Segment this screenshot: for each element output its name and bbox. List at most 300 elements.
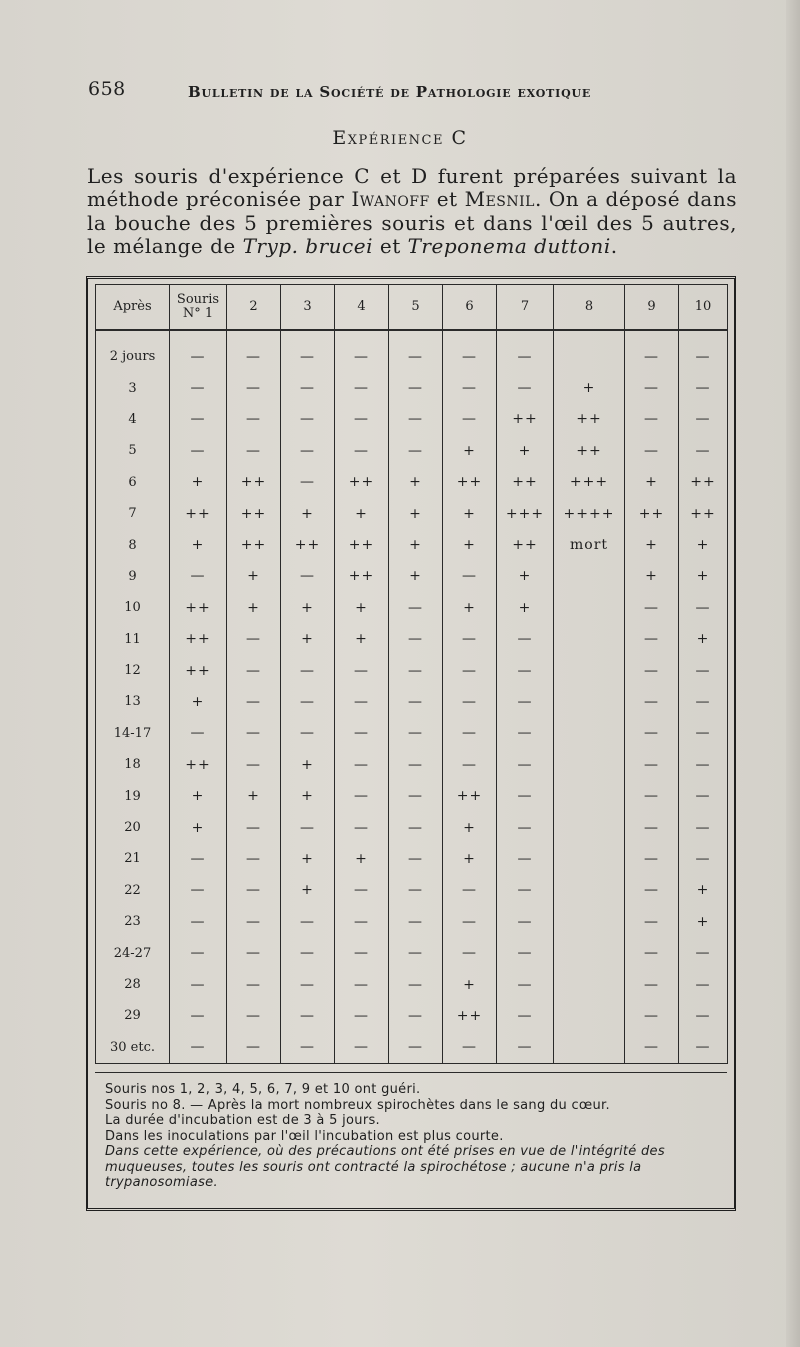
result-cell: —	[389, 372, 443, 403]
result-cell: —	[170, 330, 227, 372]
result-cell: ++	[170, 655, 227, 686]
result-cell: —	[227, 812, 281, 843]
note-line-4: Dans les inoculations par l'œil l'incubation est plus courte.	[105, 1128, 504, 1144]
result-cell: —	[335, 686, 389, 717]
result-cell: —	[170, 718, 227, 749]
result-cell: —	[335, 780, 389, 811]
table-row	[96, 330, 728, 372]
column-header: 8	[554, 285, 625, 331]
result-cell: ++	[497, 404, 554, 435]
day-cell: 2 jours	[109, 349, 156, 365]
result-cell: —	[335, 875, 389, 906]
result-cell: —	[497, 372, 554, 403]
result-cell: —	[335, 435, 389, 466]
result-cell: —	[625, 592, 679, 623]
result-cell: —	[335, 718, 389, 749]
result-cell: —	[443, 718, 497, 749]
result-cell: —	[170, 561, 227, 592]
result-cell: —	[625, 435, 679, 466]
result-cell: —	[679, 1000, 728, 1031]
day-cell: 5	[128, 443, 137, 459]
result-cell: —	[335, 1000, 389, 1031]
result-cell: —	[227, 937, 281, 968]
table-row	[96, 529, 728, 560]
result-cell: —	[443, 561, 497, 592]
table-row	[96, 843, 728, 874]
result-cell: —	[170, 1000, 227, 1031]
result-cell: +	[443, 592, 497, 623]
result-cell: +	[389, 529, 443, 560]
result-cell: —	[281, 969, 335, 1000]
result-cell: —	[281, 435, 335, 466]
result-cell: —	[497, 624, 554, 655]
result-cell: +	[227, 780, 281, 811]
result-cell: —	[335, 906, 389, 937]
result-cell: —	[170, 435, 227, 466]
table-row	[96, 1000, 728, 1031]
result-cell: —	[281, 561, 335, 592]
result-cell: ++	[170, 624, 227, 655]
result-cell	[554, 561, 625, 592]
result-cell: —	[497, 749, 554, 780]
result-cell	[554, 1000, 625, 1031]
result-cell: +	[679, 875, 728, 906]
species-name-2: Treponema duttoni	[407, 234, 611, 259]
result-cell	[554, 843, 625, 874]
result-cell: —	[281, 330, 335, 372]
note-line-3: La durée d'incubation est de 3 à 5 jours.	[105, 1113, 380, 1128]
result-cell: —	[335, 1032, 389, 1064]
result-cell: +	[170, 812, 227, 843]
result-cell: +	[679, 906, 728, 937]
result-cell: —	[625, 937, 679, 968]
result-cell: —	[227, 404, 281, 435]
result-cell: —	[497, 330, 554, 372]
result-cell: —	[443, 875, 497, 906]
result-cell: +	[281, 498, 335, 529]
result-cell: —	[170, 906, 227, 937]
result-cell: —	[389, 1032, 443, 1064]
result-cell: +	[227, 561, 281, 592]
result-cell: —	[389, 937, 443, 968]
result-cell: —	[389, 404, 443, 435]
author-name-1: Iwanoff	[351, 187, 430, 212]
result-cell: ++	[497, 467, 554, 498]
result-cell: —	[281, 718, 335, 749]
result-cell: +	[443, 498, 497, 529]
note-line-2: Souris no 8. — Après la mort nombreux spirochètes dans le sang du cœur.	[105, 1097, 610, 1113]
result-cell: +	[554, 372, 625, 403]
day-cell: 7	[128, 506, 137, 522]
notes-divider	[95, 1072, 727, 1073]
species-name-1: Tryp. brucei	[242, 234, 373, 259]
table-row	[96, 812, 728, 843]
result-cell: ++	[227, 467, 281, 498]
result-cell: —	[170, 404, 227, 435]
result-cell	[554, 1032, 625, 1064]
result-cell: ++	[443, 780, 497, 811]
result-cell: —	[443, 1032, 497, 1064]
result-cell: +	[281, 843, 335, 874]
table-row	[96, 749, 728, 780]
result-cell: +	[497, 592, 554, 623]
result-cell: —	[625, 718, 679, 749]
result-cell: ++	[443, 1000, 497, 1031]
section-title: Expérience C	[332, 127, 468, 149]
result-cell	[554, 906, 625, 937]
result-cell: —	[497, 969, 554, 1000]
result-cell: +	[497, 561, 554, 592]
column-header: 3	[281, 285, 335, 331]
result-cell: —	[281, 1032, 335, 1064]
result-cell: +	[335, 592, 389, 623]
day-cell: 10	[124, 600, 141, 616]
table-row	[96, 561, 728, 592]
result-cell: —	[679, 592, 728, 623]
result-cell: +	[281, 875, 335, 906]
result-cell: —	[679, 843, 728, 874]
result-cell: —	[679, 1032, 728, 1064]
table-row	[96, 718, 728, 749]
result-cell: —	[335, 372, 389, 403]
table-row	[96, 435, 728, 466]
result-cell: —	[443, 372, 497, 403]
results-table	[95, 284, 728, 1064]
result-cell: —	[281, 906, 335, 937]
result-cell: —	[227, 655, 281, 686]
result-cell: +	[443, 435, 497, 466]
result-cell	[554, 875, 625, 906]
column-header: 10	[679, 285, 728, 331]
result-cell	[554, 592, 625, 623]
result-cell: —	[625, 330, 679, 372]
result-cell: +	[443, 969, 497, 1000]
result-cell: +	[170, 686, 227, 717]
result-cell: —	[625, 1000, 679, 1031]
result-cell: —	[170, 843, 227, 874]
table-row	[96, 624, 728, 655]
result-cell: —	[281, 1000, 335, 1031]
result-cell: —	[227, 718, 281, 749]
result-cell: ++	[335, 529, 389, 560]
result-cell: —	[443, 749, 497, 780]
result-cell: —	[335, 330, 389, 372]
result-cell: +	[281, 624, 335, 655]
result-cell: —	[497, 906, 554, 937]
result-cell: —	[679, 718, 728, 749]
result-cell: —	[625, 875, 679, 906]
result-cell: ++	[497, 529, 554, 560]
result-cell	[554, 718, 625, 749]
table-row	[96, 780, 728, 811]
result-cell: —	[625, 969, 679, 1000]
result-cell: —	[170, 937, 227, 968]
result-cell: +	[497, 435, 554, 466]
result-cell	[554, 749, 625, 780]
result-cell: ++	[554, 435, 625, 466]
result-cell: —	[443, 404, 497, 435]
result-cell: —	[443, 330, 497, 372]
result-cell: —	[497, 937, 554, 968]
table-row	[96, 875, 728, 906]
day-cell: 9	[128, 568, 137, 584]
result-cell: —	[625, 372, 679, 403]
result-cell: ++	[335, 467, 389, 498]
result-cell: —	[625, 749, 679, 780]
result-cell: —	[497, 655, 554, 686]
result-cell: +	[335, 498, 389, 529]
result-cell: —	[389, 686, 443, 717]
result-cell: —	[281, 937, 335, 968]
result-cell: —	[497, 1032, 554, 1064]
result-cell: ++	[170, 498, 227, 529]
result-cell: —	[227, 969, 281, 1000]
result-cell: —	[679, 749, 728, 780]
result-cell: ++	[679, 467, 728, 498]
result-cell: +	[335, 624, 389, 655]
day-cell: 22	[124, 882, 141, 898]
table-body	[96, 330, 728, 1063]
result-cell: ++	[170, 592, 227, 623]
result-cell: —	[335, 969, 389, 1000]
result-cell: —	[389, 875, 443, 906]
day-cell: 11	[124, 631, 141, 647]
result-cell: —	[679, 330, 728, 372]
result-cell: +	[679, 624, 728, 655]
result-cell: ++	[335, 561, 389, 592]
result-cell: —	[227, 906, 281, 937]
result-cell: —	[443, 906, 497, 937]
result-cell: —	[497, 686, 554, 717]
result-cell: +	[679, 529, 728, 560]
running-head: Bulletin de la Société de Pathologie exotique	[188, 83, 592, 101]
result-cell: —	[227, 1000, 281, 1031]
day-cell: 19	[124, 788, 141, 804]
day-cell: 3	[128, 380, 137, 396]
result-cell: +	[170, 529, 227, 560]
result-cell: —	[389, 624, 443, 655]
result-cell	[554, 330, 625, 372]
result-cell: +	[281, 749, 335, 780]
result-cell: —	[170, 875, 227, 906]
result-cell: —	[443, 624, 497, 655]
day-cell: 6	[128, 474, 137, 490]
result-cell: —	[497, 875, 554, 906]
result-cell: —	[497, 812, 554, 843]
column-header: 7	[497, 285, 554, 331]
day-cell: 29	[124, 1008, 141, 1024]
result-cell: +	[281, 592, 335, 623]
page-number: 658	[88, 78, 126, 100]
result-cell: —	[625, 812, 679, 843]
result-cell: —	[497, 1000, 554, 1031]
result-cell: ++	[443, 467, 497, 498]
result-cell: —	[679, 969, 728, 1000]
result-cell: —	[625, 404, 679, 435]
table-row	[96, 655, 728, 686]
result-cell: —	[679, 435, 728, 466]
result-cell	[554, 812, 625, 843]
result-cell: —	[389, 718, 443, 749]
result-cell: —	[335, 655, 389, 686]
result-cell: —	[281, 372, 335, 403]
result-cell: +	[170, 467, 227, 498]
result-cell: +++	[554, 467, 625, 498]
result-cell: —	[389, 812, 443, 843]
result-cell	[554, 969, 625, 1000]
result-cell: —	[170, 372, 227, 403]
result-cell: —	[389, 1000, 443, 1031]
day-cell: 20	[124, 820, 141, 836]
intro-paragraph	[87, 165, 737, 259]
result-cell	[554, 686, 625, 717]
result-cell: —	[389, 780, 443, 811]
table-row	[96, 906, 728, 937]
result-cell: —	[227, 1032, 281, 1064]
result-cell: —	[170, 1032, 227, 1064]
result-cell: —	[389, 592, 443, 623]
result-cell: —	[679, 937, 728, 968]
column-header: Après	[96, 285, 170, 331]
result-cell: —	[625, 780, 679, 811]
result-cell: ++	[625, 498, 679, 529]
author-name-2: Mesnil	[464, 187, 535, 212]
result-cell: —	[227, 372, 281, 403]
result-cell: —	[679, 686, 728, 717]
result-cell: —	[335, 812, 389, 843]
result-cell: —	[281, 655, 335, 686]
day-cell: 23	[124, 914, 141, 930]
result-cell: —	[625, 1032, 679, 1064]
note-line-1: Souris nos 1, 2, 3, 4, 5, 6, 7, 9 et 10 ont guéri.	[105, 1082, 421, 1097]
result-cell	[554, 624, 625, 655]
table-row	[96, 969, 728, 1000]
result-cell: —	[497, 718, 554, 749]
header-row	[96, 285, 728, 331]
result-cell: +	[625, 529, 679, 560]
result-cell: —	[443, 686, 497, 717]
para-text-2: et	[429, 187, 465, 212]
para-text-4: et	[373, 234, 408, 259]
table-notes	[105, 1082, 725, 1191]
result-cell: —	[227, 843, 281, 874]
result-cell: —	[443, 937, 497, 968]
result-cell: +++	[497, 498, 554, 529]
para-text-3: . On a déposé dans la bouche des 5 premières souris et dans l'œil des 5 autres, le mélange de	[87, 187, 738, 259]
result-cell: +	[389, 498, 443, 529]
result-cell: +	[443, 843, 497, 874]
result-cell: —	[335, 749, 389, 780]
day-cell: 12	[124, 663, 141, 679]
day-cell: 24-27	[113, 945, 152, 961]
day-cell: 30 etc.	[109, 1039, 155, 1055]
result-cell: +	[443, 812, 497, 843]
result-cell: —	[389, 330, 443, 372]
result-cell: +	[281, 780, 335, 811]
result-cell: +	[625, 561, 679, 592]
table-row	[96, 937, 728, 968]
table-row	[96, 1032, 728, 1064]
note-line-5: Dans cette expérience, où des précautions ont été prises en vue de l'intégrité des muqueuses, toutes les souris ont contracté la spirochétose ; aucune n'a pris la trypanosomiase.	[105, 1144, 665, 1190]
result-cell	[554, 937, 625, 968]
table-row	[96, 686, 728, 717]
page-edge-shadow	[786, 0, 800, 1347]
result-cell: —	[443, 655, 497, 686]
result-cell: —	[227, 330, 281, 372]
result-cell: —	[227, 624, 281, 655]
result-cell: —	[625, 906, 679, 937]
day-cell: 21	[124, 851, 141, 867]
result-cell: —	[389, 749, 443, 780]
day-cell: 13	[124, 694, 141, 710]
result-cell: —	[679, 780, 728, 811]
result-cell: —	[625, 686, 679, 717]
para-text-1: Les souris d'expérience C et D furent préparées suivant la méthode préconisée par	[87, 164, 737, 212]
result-cell: —	[679, 655, 728, 686]
column-header: 6	[443, 285, 497, 331]
result-cell: +	[625, 467, 679, 498]
result-cell: +	[227, 592, 281, 623]
result-cell: —	[679, 372, 728, 403]
result-cell: —	[389, 435, 443, 466]
result-cell: —	[227, 435, 281, 466]
column-header: 9	[625, 285, 679, 331]
result-cell: —	[335, 404, 389, 435]
result-cell	[554, 780, 625, 811]
column-header: 5	[389, 285, 443, 331]
result-cell: ++++	[554, 498, 625, 529]
result-cell: —	[625, 843, 679, 874]
result-cell: +	[389, 561, 443, 592]
column-header: 2	[227, 285, 281, 331]
result-cell: —	[227, 749, 281, 780]
result-cell: —	[389, 969, 443, 1000]
result-cell: —	[170, 969, 227, 1000]
result-cell: —	[679, 404, 728, 435]
result-cell	[554, 655, 625, 686]
result-cell: —	[497, 843, 554, 874]
table-row	[96, 372, 728, 403]
result-cell: —	[281, 686, 335, 717]
day-cell: 8	[128, 537, 137, 553]
day-cell: 4	[128, 411, 137, 427]
para-text-5: .	[610, 234, 618, 259]
result-cell: mort	[554, 529, 625, 560]
result-cell: —	[281, 812, 335, 843]
column-header: 4	[335, 285, 389, 331]
result-cell: +	[679, 561, 728, 592]
table-header	[96, 285, 728, 331]
result-cell: —	[335, 937, 389, 968]
result-cell: —	[625, 655, 679, 686]
day-cell: 18	[124, 757, 141, 773]
result-cell: —	[389, 655, 443, 686]
result-cell: ++	[281, 529, 335, 560]
result-cell: ++	[554, 404, 625, 435]
result-cell: —	[227, 686, 281, 717]
table-row	[96, 467, 728, 498]
table-row	[96, 498, 728, 529]
result-cell: ++	[227, 498, 281, 529]
result-cell: —	[625, 624, 679, 655]
result-cell: ++	[227, 529, 281, 560]
result-cell: —	[389, 906, 443, 937]
result-cell: —	[389, 843, 443, 874]
result-cell: —	[227, 875, 281, 906]
result-cell: ++	[679, 498, 728, 529]
result-cell: +	[389, 467, 443, 498]
table-row	[96, 592, 728, 623]
